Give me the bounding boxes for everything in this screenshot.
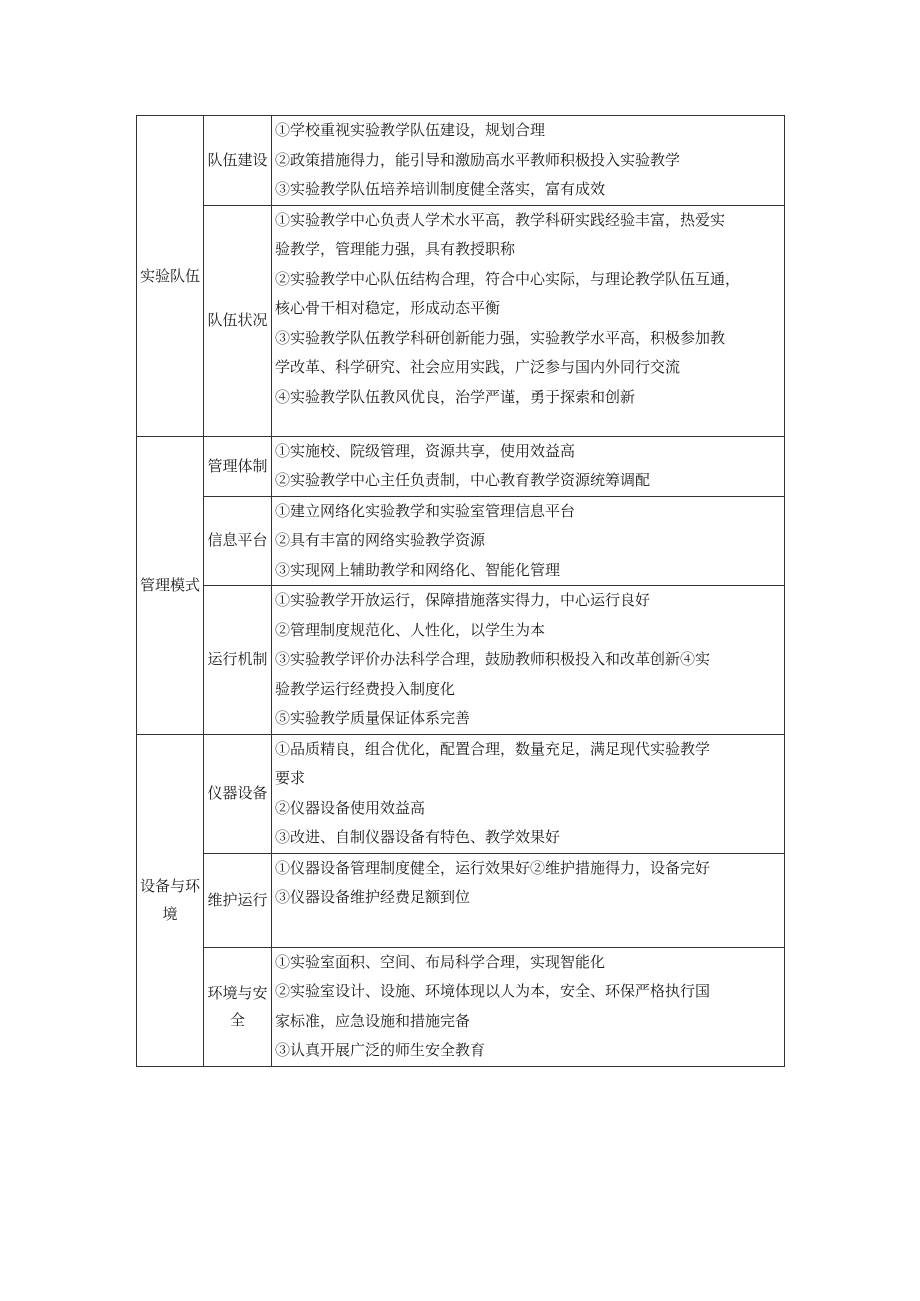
table-row [137,853,785,947]
criterion-line: ②仪器设备使用效益高 [275,798,426,817]
criterion-line: 要求 [275,769,306,787]
criterion-line: ①学校重视实验教学队伍建设，规划合理 [275,121,546,139]
content-cell [272,116,785,206]
criterion-line: ①实验室面积、空间、布局科学合理，实现智能化 [275,952,606,971]
content-cell [272,947,785,1066]
criterion-line: ③实验教学队伍教学科研创新能力强，实验教学水平高，积极参加教 [275,328,726,347]
criterion-line: 验教学，管理能力强，具有教授职称 [275,240,516,258]
criterion-line: ③认真开展广泛的师生安全教育 [275,1041,486,1059]
criterion-line: ①实施校、院级管理，资源共享，使用效益高 [275,441,576,460]
criterion-line: ②实验室设计、设施、环境体现以人为本，安全、环保严格执行国 [275,982,711,1000]
criterion-line: ①建立网络化实验教学和实验室管理信息平台 [275,501,576,520]
subcategory-cell-management-system: 管理体制 [204,436,272,496]
criterion-line: 核心骨干相对稳定，形成动态平衡 [275,299,501,317]
content-cell [272,586,785,735]
evaluation-table [136,115,785,1067]
criterion-line: 验教学运行经费投入制度化 [275,679,456,698]
table-row [137,205,785,436]
subcategory-cell-info-platform: 信息平台 [204,496,272,586]
content-cell [272,436,785,496]
criterion-line: ②实验教学中心主任负责制，中心教育教学资源统筹调配 [275,471,651,489]
criterion-line: 学改革、科学研究、社会应用实践，广泛参与国内外同行交流 [275,358,681,376]
table-row [137,496,785,586]
criterion-line: ②具有丰富的网络实验教学资源 [275,531,486,549]
criterion-line: ③仪器设备维护经费足额到位 [275,888,471,906]
criterion-line: ③改进、自制仪器设备有特色、教学效果好 [275,828,561,846]
criterion-line: ①品质精良，组合优化，配置合理，数量充足，满足现代实验教学 [275,739,711,758]
criterion-line: ②实验教学中心队伍结构合理，符合中心实际，与理论教学队伍互通， [275,269,741,288]
criterion-line: ④实验教学队伍教风优良，治学严谨，勇于探索和创新 [275,387,636,406]
subcategory-cell-instruments: 仪器设备 [204,734,272,853]
subcategory-cell-maintenance: 维护运行 [204,853,272,947]
criterion-line: ③实现网上辅助教学和网络化、智能化管理 [275,560,561,579]
content-cell [272,853,785,947]
criterion-line: ②政策措施得力，能引导和激励高水平教师积极投入实验教学 [275,150,681,169]
table-row [137,436,785,496]
table-row [137,734,785,853]
subcategory-cell-operation-mechanism: 运行机制 [204,586,272,735]
criterion-line: 家标准，应急设施和措施完备 [275,1011,471,1030]
table-row [137,947,785,1066]
table-row [137,586,785,735]
subcategory-cell-team-status: 队伍状况 [204,205,272,436]
subcategory-cell-environment-safety: 环境与安全 [204,947,272,1066]
category-cell-equipment: 设备与环境 [137,734,204,1066]
content-cell [272,496,785,586]
criterion-line: ②管理制度规范化、人性化，以学生为本 [275,620,546,639]
category-cell-management: 管理模式 [137,436,204,734]
criterion-line: ③实验教学队伍培养培训制度健全落实，富有成效 [275,180,606,198]
criterion-line: ③实验教学评价办法科学合理，鼓励教师积极投入和改革创新④实 [275,650,711,668]
subcategory-cell-team-building: 队伍建设 [204,116,272,206]
content-cell [272,205,785,436]
criterion-line: ①仪器设备管理制度健全，运行效果好②维护措施得力，设备完好 [275,858,711,877]
criterion-line: ①实验教学中心负责人学术水平高，教学科研实践经验丰富，热爱实 [275,210,726,229]
criterion-line: ⑤实验教学质量保证体系完善 [275,709,471,727]
category-cell-team: 实验队伍 [137,116,204,437]
content-cell [272,734,785,853]
table-row [137,116,785,206]
criterion-line: ①实验教学开放运行，保障措施落实得力，中心运行良好 [275,591,651,609]
